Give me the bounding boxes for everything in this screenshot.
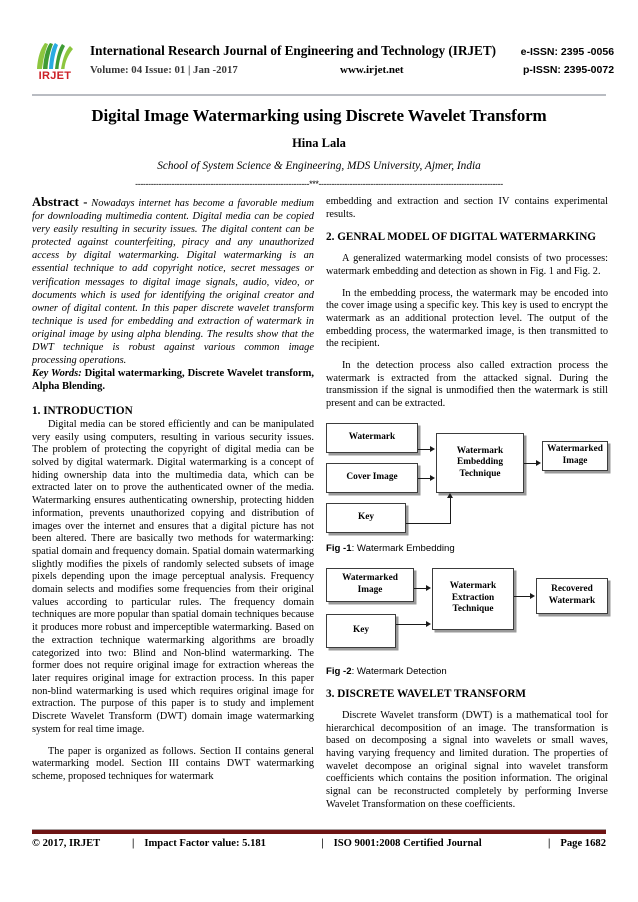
figure-1-caption-label: Fig -1	[326, 542, 352, 554]
figure-2-caption-text: : Watermark Detection	[351, 665, 447, 677]
separator-stars: ***	[309, 179, 319, 189]
abstract-body: Nowadays internet has become a favorable medium for downloading multimedia content. Digital media can be copied very easily resulting in security issues. The digital content can be protected against counterfeiting, piracy and any unauthorized access by digital watermarking. Digital watermarking is an essential technique to add copyright notice, secret messages or verification messages to digital image signals, audio, video, or documents which is used for identifying the original creator and owner of digital content. In this paper discrete wavelet transform technique is used for embedding and extraction of watermark in original image by using alpha blending. The results show that the DWT technique is robust against various common image processing operations.	[32, 198, 314, 367]
footer-page-number: Page 1682	[560, 838, 606, 849]
fig2-arrow-output-icon	[530, 593, 535, 599]
fig1-arrow-watermark-icon	[430, 446, 435, 452]
footer-separator-3: |	[548, 838, 551, 849]
section2-paragraph-2: In the embedding process, the watermark may be encoded into the cover image using a specific key. This key is used to encrypt the watermark as an additional protection level. The output of the embedding process, the watermarked image, is then transmitted to the recipient.	[326, 287, 608, 350]
left-column	[32, 196, 314, 784]
figure-2-caption-label: Fig -2	[326, 665, 352, 677]
intro-paragraph-2: The paper is organized as follows. Section II contains general watermarking model. Section III contains DWT watermarking scheme, proposed techniques for watermark	[32, 745, 314, 782]
footer-divider	[32, 829, 606, 834]
fig1-box-watermarked-image: Watermarked Image	[542, 441, 608, 471]
keywords-body: Digital watermarking, Discrete Wavelet transform, Alpha Blending.	[32, 368, 314, 393]
footer-impact-factor: Impact Factor value: 5.181	[144, 838, 266, 849]
logo-fan-icon	[34, 42, 76, 70]
e-issn: e-ISSN: 2395 -0056	[520, 46, 615, 58]
section-heading-general-model: 2. GENRAL MODEL OF DIGITAL WATERMARKING	[326, 231, 596, 244]
figure-1-diagram	[326, 419, 608, 539]
fig1-connector-key-horizontal	[406, 523, 451, 524]
figure-2-caption	[326, 666, 608, 679]
separator-dashes-right: -----------------------------------------------------------------------	[318, 179, 503, 189]
continuation-paragraph: embedding and extraction and section IV contains experimental results.	[326, 196, 608, 220]
section3-paragraph-1: Discrete Wavelet transform (DWT) is a mathematical tool for hierarchical decomposition of an image. The transformation is based on decomposing a signal into wavelets or small waves, having varying frequency and limited duration. The properties of wavelet decompose an original signal into wavelet transform coefficients which contains the position information. The original signal can be reconstructed completely by performing Inverse Wavelet Transformation on these coefficients.	[326, 709, 608, 810]
abstract	[32, 196, 314, 367]
page-footer	[32, 838, 606, 849]
section-heading-introduction: 1. INTRODUCTION	[32, 405, 133, 418]
author-name: Hina Lala	[292, 136, 346, 150]
masthead-text	[86, 42, 614, 76]
p-issn: p-ISSN: 2395-0072	[523, 64, 615, 76]
title-separator	[32, 179, 606, 190]
fig1-box-embedding-technique: Watermark Embedding Technique	[436, 433, 524, 493]
fig2-arrow-key-icon	[426, 621, 431, 627]
journal-website-link[interactable]: www.irjet.net	[340, 64, 404, 76]
section2-paragraph-1: A generalized watermarking model consists of two processes: watermark embedding and detection as shown in Fig. 1 and Fig. 2.	[326, 253, 608, 277]
keywords-label: Key Words:	[32, 368, 82, 380]
header-divider	[32, 94, 606, 96]
footer-certification: ISO 9001:2008 Certified Journal	[333, 838, 482, 849]
figure-1-caption-text: : Watermark Embedding	[351, 542, 455, 554]
page-title: Digital Image Watermarking using Discrete Wavelet Transform	[91, 106, 547, 125]
separator-dashes-left: -------------------------------------------------------------------	[135, 179, 310, 189]
keywords	[32, 367, 314, 393]
footer-separator-1: |	[132, 838, 135, 849]
fig1-arrow-key-icon	[447, 493, 453, 498]
figure-1-caption	[326, 543, 608, 556]
footer-copyright: © 2017, IRJET	[32, 838, 101, 849]
fig2-box-extraction-technique: Watermark Extraction Technique	[432, 568, 514, 630]
footer-separator-2: |	[321, 838, 324, 849]
fig1-box-cover-image: Cover Image	[326, 463, 418, 493]
fig1-arrow-cover-image-icon	[430, 475, 435, 481]
right-column	[326, 196, 608, 812]
fig2-connector-key	[396, 624, 427, 625]
section2-paragraph-3: In the detection process also called extraction process the watermark is extracted from the attacked signal. During the transmission if the signal is unmodified then the watermark is still present and can be extracted.	[326, 360, 608, 410]
fig2-box-watermarked-image: Watermarked Image	[326, 568, 414, 602]
fig2-connector-output	[514, 596, 531, 597]
fig1-box-watermark: Watermark	[326, 423, 418, 453]
fig2-box-recovered-watermark: Recovered Watermark	[536, 578, 608, 614]
irjet-logo	[32, 42, 78, 88]
section-heading-dwt: 3. DISCRETE WAVELET TRANSFORM	[326, 688, 526, 701]
figure-2-diagram	[326, 564, 608, 662]
fig1-box-key: Key	[326, 503, 406, 533]
fig2-box-key: Key	[326, 614, 396, 648]
logo-wordmark: IRJET	[38, 70, 72, 82]
journal-title: International Research Journal of Engineering and Technology (IRJET)	[90, 43, 497, 58]
masthead	[32, 42, 615, 90]
intro-paragraph-1: Digital media can be stored efficiently and can be manipulated very easily using computers, resulting in various security issues. The problem of protecting the copyright of digital media can be solved by digital watermark. Digital watermarking is a concept of hiding ownership data into the multimedia data, which can be extracted later on to prove the authenticated owner of the media. Watermarking ensures authenticating ownership, protecting hidden information, prevents unauthorized copying and distribution of images over the internet and ensures that a digital picture has not been altered. There are basically two methods for watermarking: spatial domain and frequency domain. Spatial domain watermarking slightly modifies the pixels of randomly selected subsets of image pixels depending upon the image perceptual analysis. Frequency domain selects and modifies some frequencies from their original values according to particular rules. The frequency domain techniques are more popular than spatial domain techniques because it produces more robust and imperceptible watermarking. Based on the extraction technique watermarking algorithms are broadly categorized into two: Blind and Non-blind watermarking. The former does not require original image for extraction whereas the later requires original image for extraction process. In this paper non-blind watermarking is used which requires original image for extraction. The purpose of this paper is to study and implement Discrete Wavelet Transform (DWT) domain image watermarking system for real time image.	[32, 418, 314, 735]
abstract-label: Abstract -	[32, 195, 88, 209]
fig1-arrow-output-icon	[536, 460, 541, 466]
volume-issue: Volume: 04 Issue: 01 | Jan -2017	[90, 64, 238, 76]
fig1-connector-key-vertical	[450, 498, 451, 524]
fig2-arrow-watermarked-image-icon	[426, 585, 431, 591]
author-affiliation: School of System Science & Engineering, MDS University, Ajmer, India	[157, 160, 481, 172]
